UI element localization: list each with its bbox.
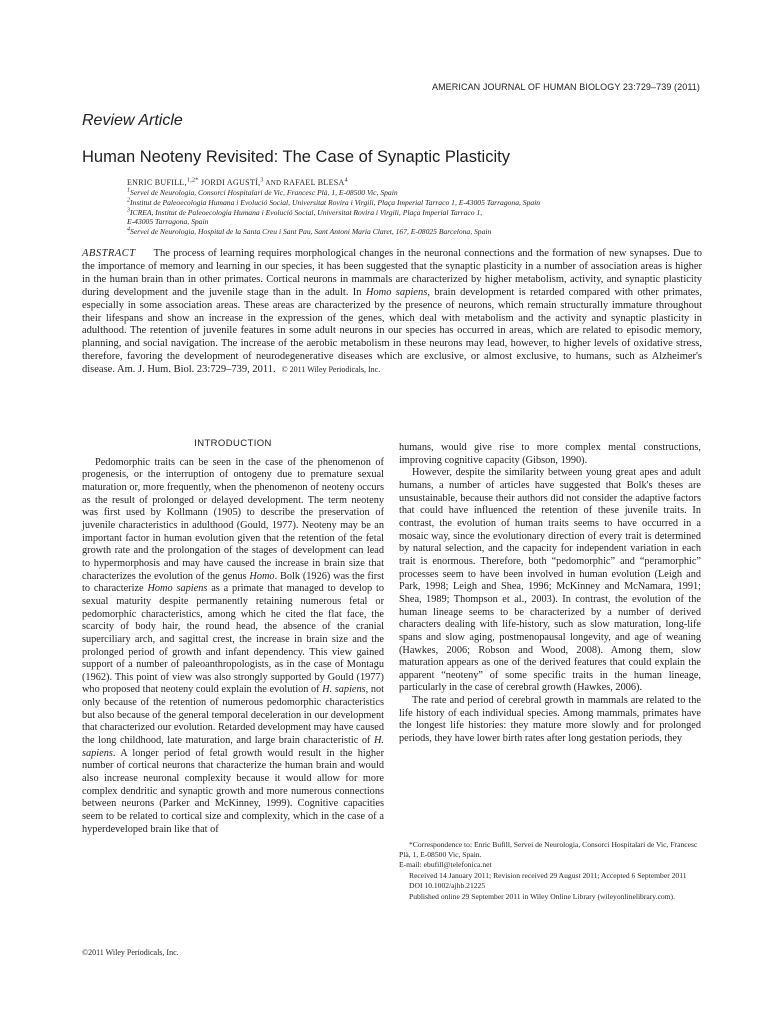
abstract-label: ABSTRACT: [82, 248, 136, 259]
footnotes: [399, 840, 701, 903]
body-text: Pedomorphic traits can be seen in the case of the phenomenon of progenesis, or the interruption of ontogeny due to premature sexual maturation or, more frequently, when the phenomenon of neoteny occurs as the result of prolonged or delayed development. The term neoteny was first used by Kollmann (1905) to describe the preservation of juvenile characteristics in adulthood (Gould, 1977). Neoteny may be an important factor in human evolution given that the retention of the fetal growth rate and the prolongation of the stages of development can lead to hypermorphosis and may have caused the increase in brain size that characterizes the evolution of the genus: [82, 456, 384, 582]
body-text: . A longer period of fetal growth would result in the higher number of cortical neurons that characterize the human brain and would also increase neuronal complexity because it would allow for more complex dendritic and synaptic growth and more numerous connections between neurons (Parker and McKinney, 1999). Cognitive capacities seem to be related to cortical size and complexity, which in the case of a hyperdeveloped brain like that of: [82, 747, 384, 835]
affiliation-number: 4: [127, 226, 130, 233]
affiliation-text: Servei de Neurologia, Consorci Hospitalari de Vic, Francesc Plà, 1, E-08500 Vic, Spain: [130, 188, 398, 197]
affiliation-item: [127, 217, 707, 227]
body-text: , not only because of the retention of numerous pedomorphic characteristics but also because of the general temporal deceleration in our development that characterized our evolution. Retarded development may have caused the long childhood, late maturation, and large brain characteristic of: [82, 684, 385, 747]
abstract-text: , brain development is retarded compared with other primates, especially in some association areas. These areas are characterized by the presence of neurons, which remain structurally immature throughout their lifespans and show an increase in the expression of the genes, which deal with metabolism and the activity and synaptic plasticity in adulthood. The retention of juvenile features in some adult neurons in our species has occurred in areas, which are related to episodic memory, planning, and social navigation. The increase of the aerobic metabolism in these neurons may lead, however, to higher levels of oxidative stress, therefore, favoring the development of neurodegenerative diseases which are exclusive, or almost exclusive, to humans, such as Alzheimer's disease. Am. J. Hum. Biol. 23:729–739, 2011.: [82, 286, 702, 376]
abstract-copyright: © 2011 Wiley Periodicals, Inc.: [281, 365, 381, 375]
affiliation-text: Servei de Neurologia, Hospital de la Santa Creu i Sant Pau, Sant Antoni Maria Claret, 167, E-08025 Barcelona, Spain: [130, 227, 492, 237]
footnote-published: Published online 29 September 2011 in Wiley Online Library (wileyonlinelibrary.com).: [409, 891, 675, 901]
author-list: [127, 178, 348, 187]
affiliation-item: [127, 198, 707, 208]
italic-term: H. sapiens: [82, 735, 384, 759]
footer-copyright: ©2011 Wiley Periodicals, Inc.: [82, 948, 179, 957]
author-affiliation-marker: 3: [260, 177, 264, 184]
body-paragraph: [82, 457, 384, 837]
italic-term: Homo: [249, 570, 275, 582]
left-column: [82, 438, 384, 836]
body-paragraph: However, despite the similarity between young great apes and adult humans, a number of articles have suggested that Bolk's theses are unsustainable, because their authors did not consider the adaptive factors that could have influenced the retention of these juvenile traits. In contrast, the evolution of human traits seems to have occurred in a mosaic way, since the evolutionary direction of every trait is determined by natural selection, and the capacity for independent variation in each trait is enormous. Therefore, both “pedomorphic” and “peramorphic” processes seem to have been involved in human evolution (Leigh and Park, 1998; Leigh and Shea, 1996; McKinney and McNamara, 1991; Shea, 1989; Thompson et al., 2003). In contrast, the evolution of the human lineage seems to be characterized by a number of derived characters dealing with life-history, such as slow maturation, long-life spans and slow aging, postmenopausal longevity, and age of weaning (Hawkes, 2006; Robson and Wood, 2008). Among them, slow maturation appears as one of the derived features that could explain the apparent “neoteny” of some specific traits in the human lineage, particularly in the case of cerebral growth (Hawkes, 2006).: [399, 467, 701, 694]
affiliation-text: ICREA, Institut de Paleoecologia Humana i Evolució Social, Universitat Rovira i Virgili, Plaça Imperial Tarraco 1,: [130, 207, 483, 217]
author-name: RAFAEL BLESA: [283, 178, 345, 187]
affiliation-number: 3: [127, 207, 130, 214]
affiliation-text: E-43005 Tarragona, Spain: [127, 217, 209, 227]
affiliation-item: [127, 227, 707, 237]
footnote-email: E-mail: ebufill@telefonica.net: [399, 860, 492, 870]
footnote-doi: DOI 10.1002/ajhb.21225: [409, 881, 486, 891]
footnote-received: Received 14 January 2011; Revision received 29 August 2011; Accepted 6 September 2011: [409, 870, 687, 880]
author-name: JORDI AGUSTÍ,: [198, 178, 261, 187]
article-title: Human Neoteny Revisited: The Case of Synaptic Plasticity: [82, 148, 510, 166]
author-affiliation-marker: 1,2*: [186, 177, 199, 184]
journal-header: AMERICAN JOURNAL OF HUMAN BIOLOGY 23:729–739 (2011): [431, 82, 700, 92]
body-paragraph: The rate and period of cerebral growth in mammals are related to the life history of each individual species. Among mammals, primates have the longest life histories: they mature more slowly and for prolonged periods, they have lower birth rates after long gestation periods, they: [399, 695, 701, 745]
body-text: as a primate that managed to develop to sexual maturity despite permanently retaining numerous fetal or pedomorphic characteristics, among which he cited the flat face, the scarcity of body hair, the round head, the absence of the cranial superciliary arch, and sagittal crest, the increase in brain size and the prolonged period of growth and infant dependency. This view gained support of a number of paleoanthropologists, as in the case of Montagu (1962). This point of view was also strongly supported by Gould (1977) who proposed that neoteny could explain the evolution of: [82, 583, 384, 696]
body-paragraph: humans, would give rise to more complex mental constructions, improving cognitive capacity (Gibson, 1990).: [399, 442, 701, 466]
article-type-label: Review Article: [82, 112, 183, 129]
right-column: [399, 442, 701, 746]
abstract-italic-term: Homo sapiens: [365, 286, 428, 298]
affiliation-number: 1: [127, 187, 130, 194]
italic-term: Homo sapiens: [147, 583, 208, 595]
abstract-text: The process of learning requires morphological changes in the neuronal connections and the formation of new synapses. Due to the importance of memory and learning in our species, it has been suggested that the synaptic plasticity in a number of association areas is higher in the human brain than in other primates. Cortical neurons in mammals are characterized by higher metabolism, activity, and synaptic plasticity during development and the juvenile stage than in the adult. In: [82, 248, 702, 298]
footnote-correspondence: *Correspondence to: Enric Bufill, Servei de Neurologia, Consorci Hospitalari de Vic, Francesc Plà, 1, E-08500 Vic, Spain.: [399, 840, 698, 859]
author-conjunction: AND: [263, 179, 284, 187]
affiliation-number: 2: [127, 197, 130, 204]
affiliation-list: [127, 188, 707, 237]
affiliation-text: Institut de Paleoecologia Humana i Evolució Social, Universitat Rovira i Virgili, Plaça Imperial Tarraco 1, E-43005 Tarragona, Spain: [130, 197, 541, 207]
author-name: ENRIC BUFILL,: [127, 178, 187, 187]
affiliation-item: [127, 188, 707, 198]
italic-term: H. sapiens: [322, 684, 366, 696]
section-heading-introduction: INTRODUCTION: [194, 438, 272, 449]
affiliation-item: [127, 208, 707, 218]
author-affiliation-marker: 4: [344, 177, 348, 184]
abstract: [82, 248, 702, 377]
body-text: . Bolk (1926) was the first to characterize: [82, 570, 384, 595]
